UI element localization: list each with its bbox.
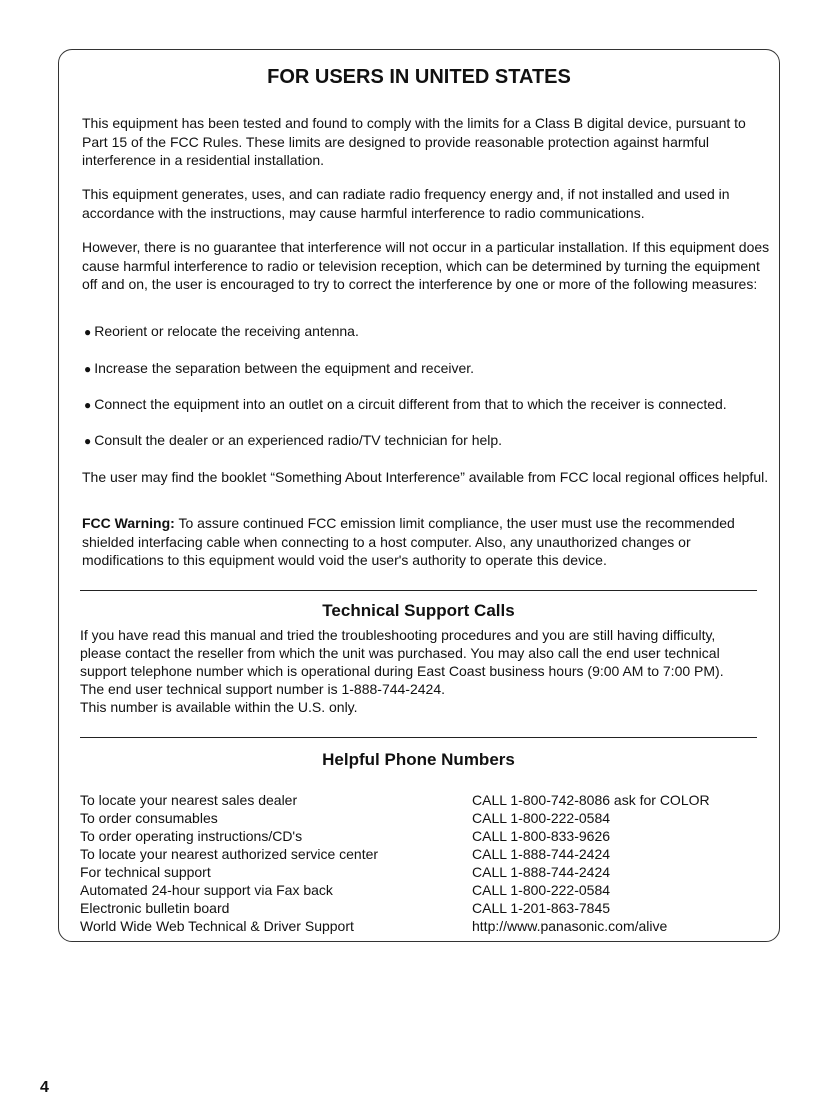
phone-row-number: CALL 1-800-222-0584 <box>472 882 611 898</box>
phone-row-label: To locate your nearest sales dealer <box>80 792 298 808</box>
interference-paragraph: However, there is no guarantee that interference will not occur in a particular installation. If this equipment does cause harmful interference to radio or television reception, which can be determined by turning the equipment off and on, the user is encouraged to try to correct the interference by one or more of the following measures: <box>82 239 770 292</box>
phone-row-label: World Wide Web Technical & Driver Support <box>80 918 354 934</box>
phone-row-number: CALL 1-800-833-9626 <box>472 828 611 844</box>
tech-support-line: This number is available within the U.S. only. <box>80 699 358 715</box>
phone-row-label: Electronic bulletin board <box>80 900 230 916</box>
bullet-icon: ● <box>84 362 92 376</box>
section-divider <box>80 590 757 591</box>
tech-support-line: If you have read this manual and tried the troubleshooting procedures and you are still having difficulty, <box>80 627 716 643</box>
bullet-icon: ● <box>84 398 92 412</box>
phone-row-number: CALL 1-888-744-2424 <box>472 864 611 880</box>
measure-item <box>84 322 774 342</box>
fcc-compliance-paragraph: This equipment has been tested and found to comply with the limits for a Class B digital device, pursuant to Part 15 of the FCC Rules. These limits are designed to provide reasonable protection against harmful interference in a residential installation. <box>82 115 746 168</box>
tech-support-line: The end user technical support number is 1-888-744-2424. <box>80 681 445 697</box>
fcc-warning-text: To assure continued FCC emission limit compliance, the user must use the recommended shielded interfacing cable when connecting to a host computer. Also, any unauthorized changes or modifications to this equipment would void the user's authority to operate this device. <box>82 515 735 568</box>
phone-row <box>80 827 740 845</box>
phone-row-label: For technical support <box>80 864 211 880</box>
phone-row-number: CALL 1-800-222-0584 <box>472 810 611 826</box>
phone-row-label: To locate your nearest authorized service center <box>80 846 379 862</box>
section-divider <box>80 737 757 738</box>
phone-row-label: To order consumables <box>80 810 218 826</box>
fcc-warning-label: FCC Warning: <box>82 515 175 531</box>
booklet-paragraph: The user may find the booklet “Something About Interference” available from FCC local regional offices helpful. <box>82 469 769 485</box>
phone-row <box>80 899 740 917</box>
phone-numbers-heading: Helpful Phone Numbers <box>322 750 515 769</box>
page-title: FOR USERS IN UNITED STATES <box>267 66 571 88</box>
measure-item <box>84 395 774 415</box>
phone-row <box>80 809 740 827</box>
measure-text: Consult the dealer or an experienced radio/TV technician for help. <box>94 432 503 448</box>
phone-row-number: CALL 1-888-744-2424 <box>472 846 611 862</box>
phone-row <box>80 845 740 863</box>
phone-row <box>80 791 740 809</box>
phone-row-number: CALL 1-201-863-7845 <box>472 900 611 916</box>
phone-row-number: http://www.panasonic.com/alive <box>472 918 668 934</box>
fcc-warning-paragraph <box>82 514 772 570</box>
tech-support-heading: Technical Support Calls <box>322 601 515 620</box>
phone-row <box>80 863 740 881</box>
phone-row-label: To order operating instructions/CD's <box>80 828 303 844</box>
phone-row-number: CALL 1-800-742-8086 ask for COLOR <box>472 792 710 808</box>
phone-row <box>80 881 740 899</box>
page-number: 4 <box>40 1079 49 1096</box>
tech-support-line: please contact the reseller from which the unit was purchased. You may also call the end user technical <box>80 645 720 661</box>
rf-energy-paragraph: This equipment generates, uses, and can radiate radio frequency energy and, if not installed and used in accordance with the instructions, may cause harmful interference to radio communications. <box>82 186 730 221</box>
measure-item <box>84 431 774 451</box>
measure-text: Increase the separation between the equipment and receiver. <box>94 360 475 376</box>
measure-item <box>84 359 774 379</box>
phone-row <box>80 917 740 935</box>
measure-text: Reorient or relocate the receiving antenna. <box>94 323 359 339</box>
bullet-icon: ● <box>84 434 92 448</box>
measure-text: Connect the equipment into an outlet on a circuit different from that to which the receiver is connected. <box>94 396 727 412</box>
bullet-icon: ● <box>84 325 92 339</box>
tech-support-line: support telephone number which is operational during East Coast business hours (9:00 AM to 7:00 PM). <box>80 663 724 679</box>
phone-row-label: Automated 24-hour support via Fax back <box>80 882 333 898</box>
